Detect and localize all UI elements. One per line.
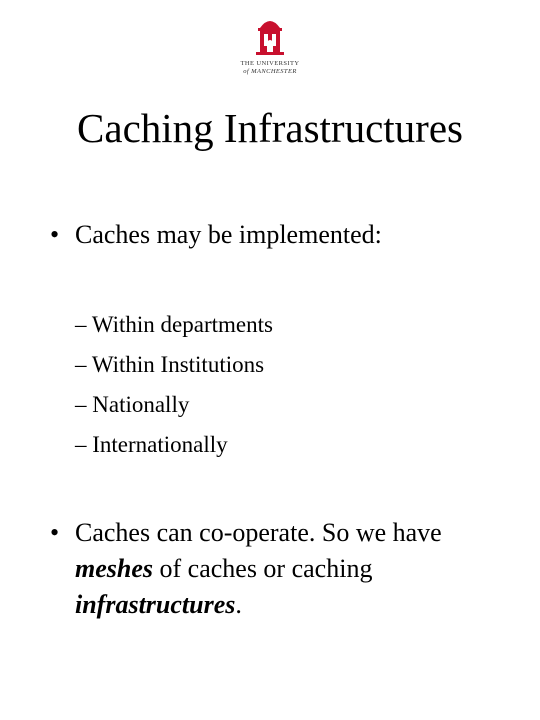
sub-bullet-item: – Within Institutions xyxy=(75,352,265,377)
bullet-text: Caches may be implemented: xyxy=(75,220,382,249)
sub-bullet-list xyxy=(75,305,273,465)
bullet-marker: • xyxy=(50,220,60,249)
sub-bullet-item: – Internationally xyxy=(75,432,228,457)
bullet-implemented xyxy=(50,217,490,253)
bullet-marker: • xyxy=(50,518,60,547)
emphasis-infrastructures: infrastructures xyxy=(75,590,236,619)
bullet-text xyxy=(75,515,490,623)
logo-text-line-2: of MANCHESTER xyxy=(243,67,297,75)
university-crest-icon xyxy=(254,14,286,56)
emphasis-meshes: meshes xyxy=(75,554,153,583)
university-logo xyxy=(240,14,300,84)
sub-bullet-item: – Within departments xyxy=(75,312,273,337)
slide-title: Caching Infrastructures xyxy=(77,105,463,151)
logo-text-line-1: THE UNIVERSITY xyxy=(240,60,300,67)
sub-bullet-item: – Nationally xyxy=(75,392,190,417)
bullet-text-part: . xyxy=(235,590,242,619)
bullet-co-operate xyxy=(50,515,490,623)
bullet-text-part: Caches can co-operate. So we have xyxy=(75,518,442,547)
bullet-text-part: of caches or caching xyxy=(153,554,373,583)
